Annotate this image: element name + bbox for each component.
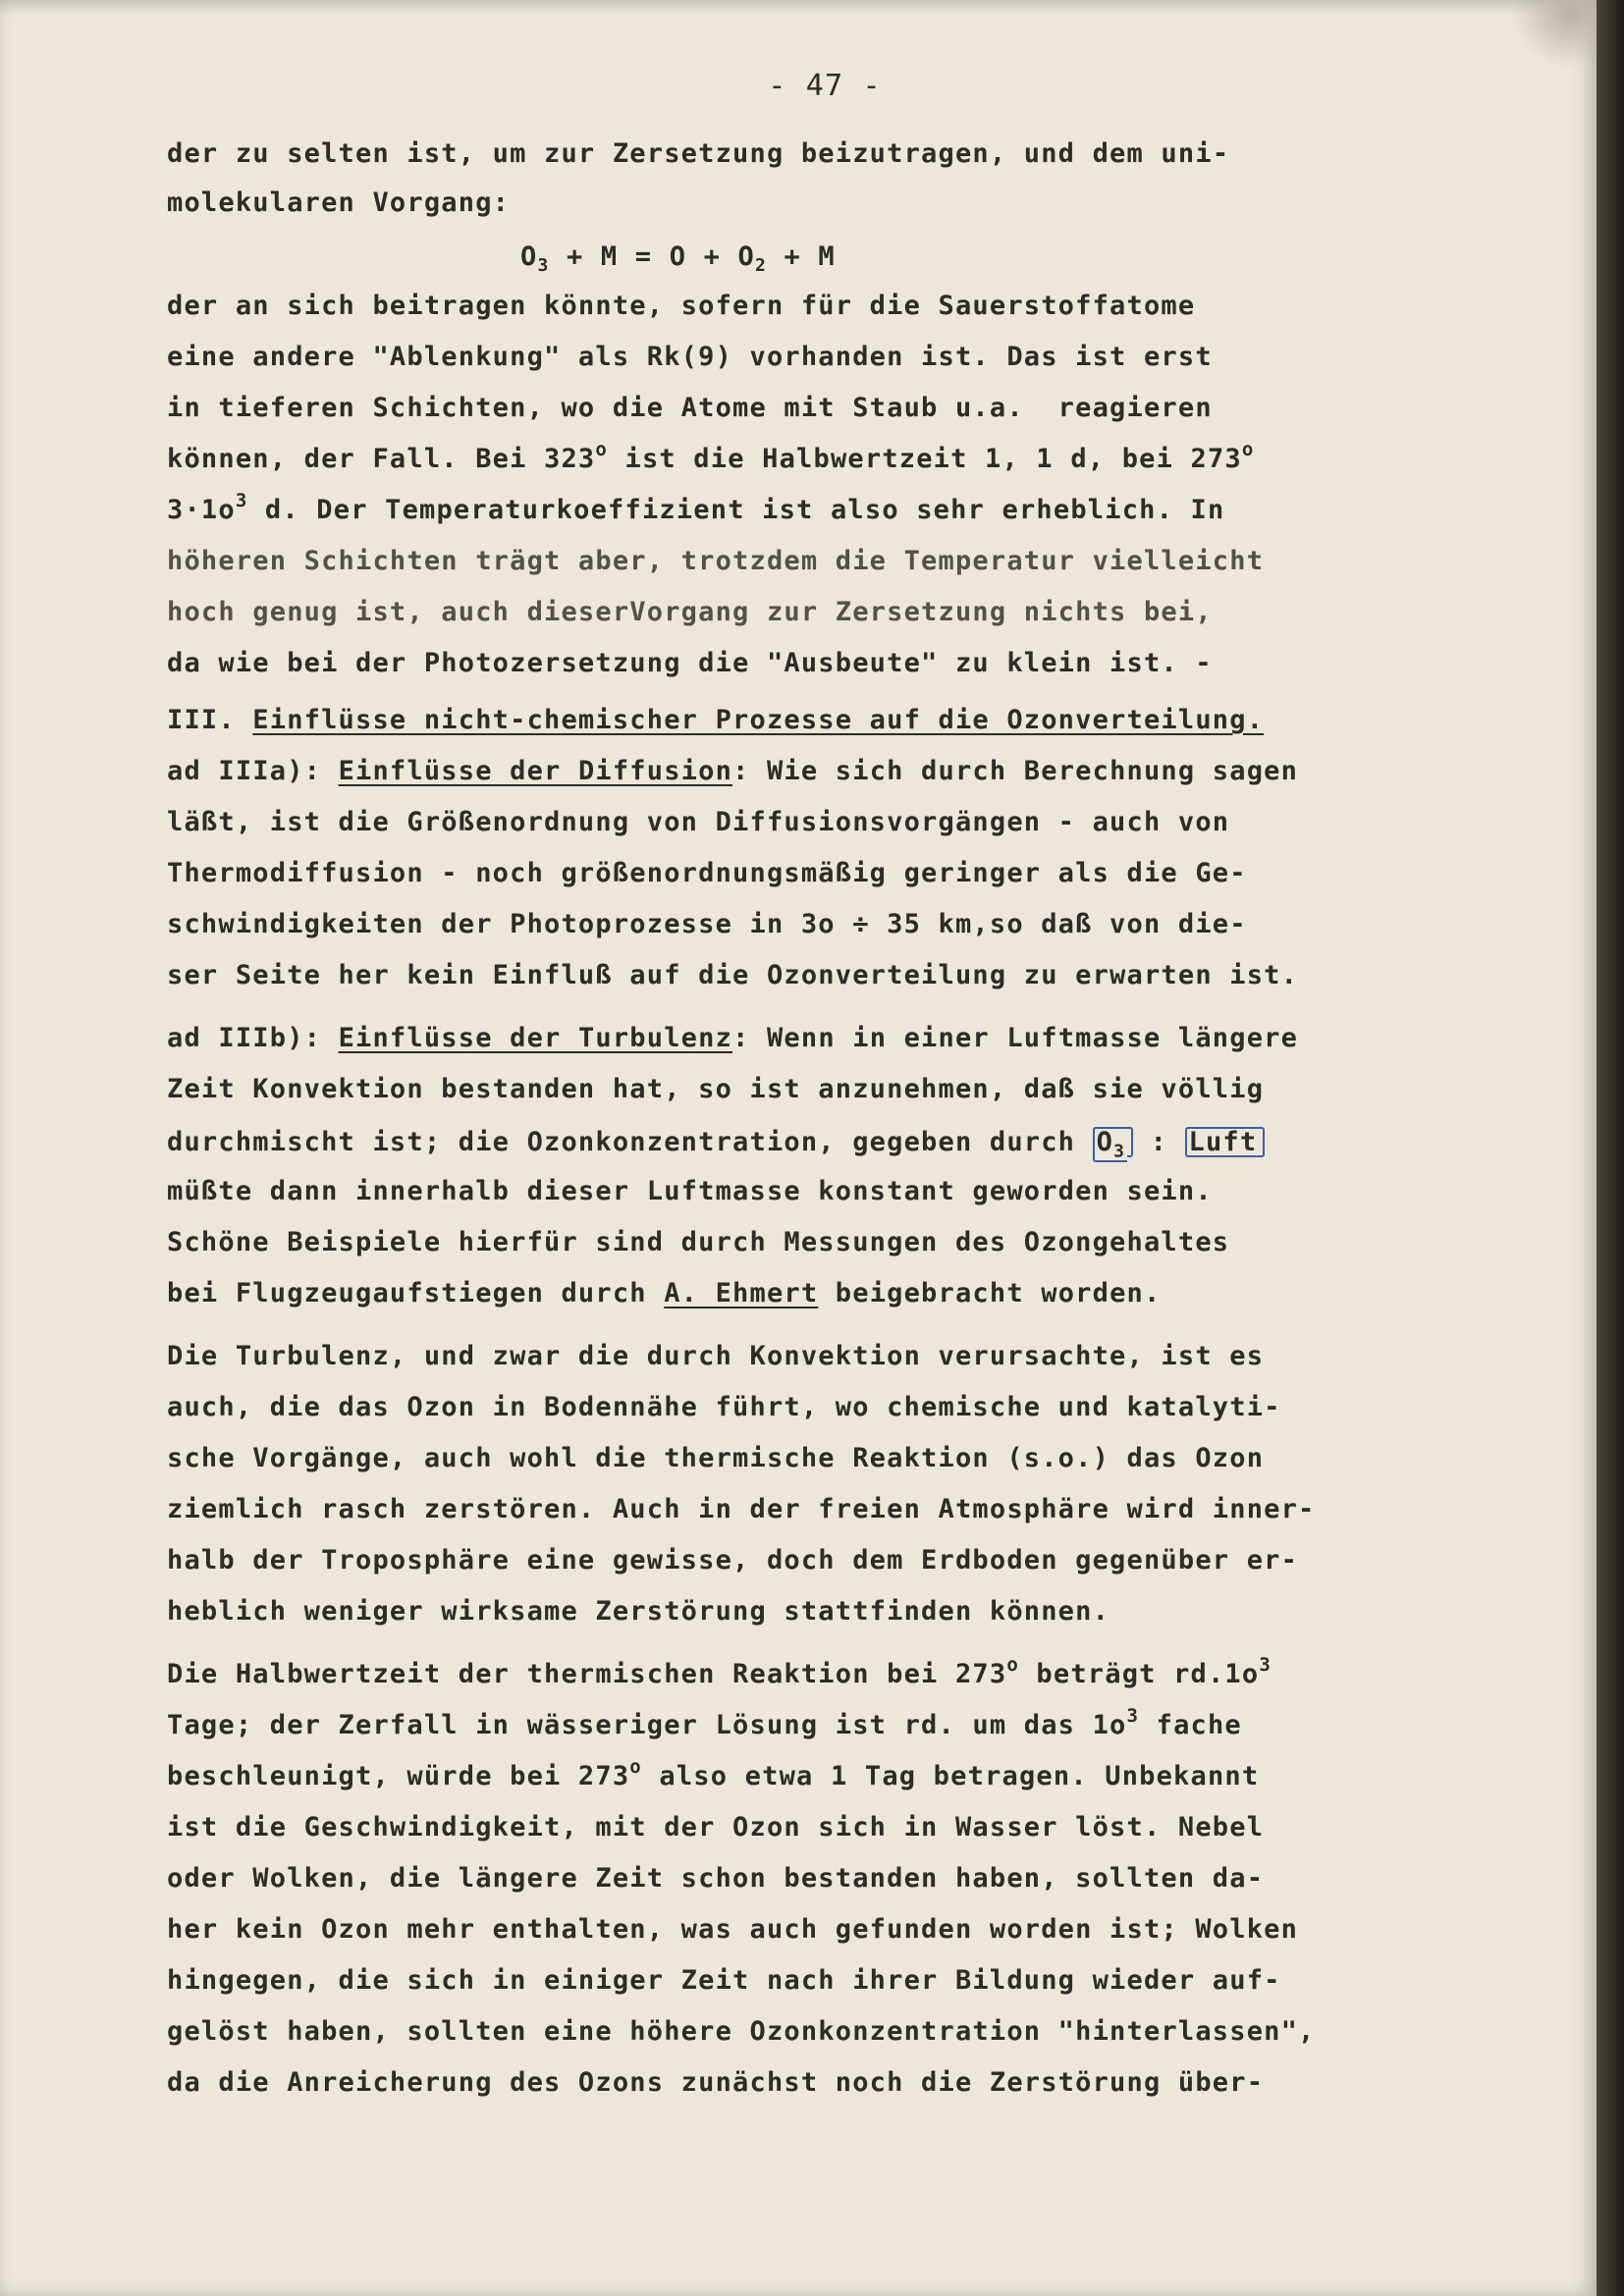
text-line: der zu selten ist, um zur Zersetzung beizutragen, und dem uni- bbox=[167, 138, 1230, 169]
text-line: können, der Fall. Bei 323$^o$ ist die Halbwertzeit 1, 1 d, bei 273$^o$ bbox=[167, 439, 1255, 474]
concentration-bracket: $O_3$ bbox=[1093, 1127, 1128, 1162]
page-number: - 47 - bbox=[768, 69, 882, 103]
text-line: durchmischt ist; die Ozonkonzentration, gegeben durch $O_3$ : Luft bbox=[167, 1127, 1265, 1162]
text-line: Tage; der Zerfall in wässeriger Lösung ist rd. um das $1o^3$ fache bbox=[167, 1705, 1242, 1740]
text-line: da die Anreicherung des Ozons zunächst noch die Zerstörung über- bbox=[167, 2067, 1265, 2098]
subsection-iiia: ad IIIa): Einflüsse der Diffusion: Wie sich durch Berechnung sagen bbox=[167, 756, 1299, 786]
text-line: Die Turbulenz, und zwar die durch Konvektion verursachte, ist es bbox=[167, 1341, 1265, 1371]
author-reference: A. Ehmert bbox=[664, 1278, 819, 1308]
text-line: Schöne Beispiele hierfür sind durch Messungen des Ozongehaltes bbox=[167, 1227, 1230, 1257]
text-line: läßt, ist die Größenordnung von Diffusionsvorgängen - auch von bbox=[167, 807, 1230, 837]
text-line: bei Flugzeugaufstiegen durch A. Ehmert beigebracht worden. bbox=[167, 1278, 1162, 1308]
text-line: gelöst haben, sollten eine höhere Ozonkonzentration "hinterlassen", bbox=[167, 2016, 1316, 2047]
text-line: her kein Ozon mehr enthalten, was auch gefunden worden ist; Wolken bbox=[167, 1914, 1299, 1945]
text-line: in tieferen Schichten, wo die Atome mit Staub u.a. reagieren bbox=[167, 393, 1213, 423]
text-line: da wie bei der Photozersetzung die "Ausbeute" zu klein ist. - bbox=[167, 648, 1213, 678]
text-line: ser Seite her kein Einfluß auf die Ozonverteilung zu erwarten ist. bbox=[167, 960, 1299, 990]
subsection-iiib: ad IIIb): Einflüsse der Turbulenz: Wenn in einer Luftmasse längere bbox=[167, 1023, 1299, 1053]
text-line: höheren Schichten trägt aber, trotzdem die Temperatur vielleicht bbox=[167, 546, 1265, 576]
page-edge-shadow bbox=[1597, 0, 1624, 2296]
text-line: ist die Geschwindigkeit, mit der Ozon sich in Wasser löst. Nebel bbox=[167, 1812, 1265, 1842]
paper-stain bbox=[1512, 0, 1597, 69]
text-line: Die Halbwertzeit der thermischen Reaktion bei 273$^o$ beträgt $rd.1o^3$ bbox=[167, 1654, 1272, 1689]
air-bracket: Luft bbox=[1185, 1127, 1260, 1157]
text-line: hoch genug ist, auch dieserVorgang zur Zersetzung nichts bei, bbox=[167, 597, 1213, 627]
text-line: sche Vorgänge, auch wohl die thermische Reaktion (s.o.) das Ozon bbox=[167, 1443, 1265, 1473]
text-line: oder Wolken, die längere Zeit schon bestanden haben, sollten da- bbox=[167, 1863, 1265, 1894]
section-heading-iii: III. Einflüsse nicht-chemischer Prozesse auf die Ozonverteilung. bbox=[167, 705, 1265, 735]
air-bracket-close bbox=[1259, 1127, 1265, 1157]
text-line: müßte dann innerhalb dieser Luftmasse konstant geworden sein. bbox=[167, 1176, 1213, 1206]
text-line: halb der Troposphäre eine gewisse, doch dem Erdboden gegenüber er- bbox=[167, 1545, 1299, 1575]
text-line: hingegen, die sich in einiger Zeit nach ihrer Bildung wieder auf- bbox=[167, 1965, 1281, 1996]
text-line: der an sich beitragen könnte, sofern für die Sauerstoffatome bbox=[167, 291, 1196, 321]
text-line: $3\cdot 1o^3$ d. Der Temperaturkoeffizient ist also sehr erheblich. In bbox=[167, 490, 1225, 525]
reaction-formula: $O_3 + M = O + O_2 + M$ bbox=[520, 241, 836, 276]
text-line: Thermodiffusion - noch größenordnungsmäßig geringer als die Ge- bbox=[167, 858, 1247, 888]
text-line: Zeit Konvektion bestanden hat, so ist anzunehmen, daß sie völlig bbox=[167, 1074, 1265, 1104]
text-line: heblich weniger wirksame Zerstörung stattfinden können. bbox=[167, 1596, 1110, 1627]
text-line: auch, die das Ozon in Bodennähe führt, wo chemische und katalyti- bbox=[167, 1392, 1281, 1422]
text-line: molekularen Vorgang: bbox=[167, 187, 511, 218]
text-line: eine andere "Ablenkung" als Rk(9) vorhanden ist. Das ist erst bbox=[167, 342, 1213, 372]
text-line: ziemlich rasch zerstören. Auch in der freien Atmosphäre wird inner- bbox=[167, 1494, 1316, 1524]
text-line: schwindigkeiten der Photoprozesse in 3o ÷ 35 km,so daß von die- bbox=[167, 909, 1247, 939]
text-line: beschleunigt, würde bei 273$^o$ also etwa 1 Tag betragen. Unbekannt bbox=[167, 1756, 1260, 1791]
